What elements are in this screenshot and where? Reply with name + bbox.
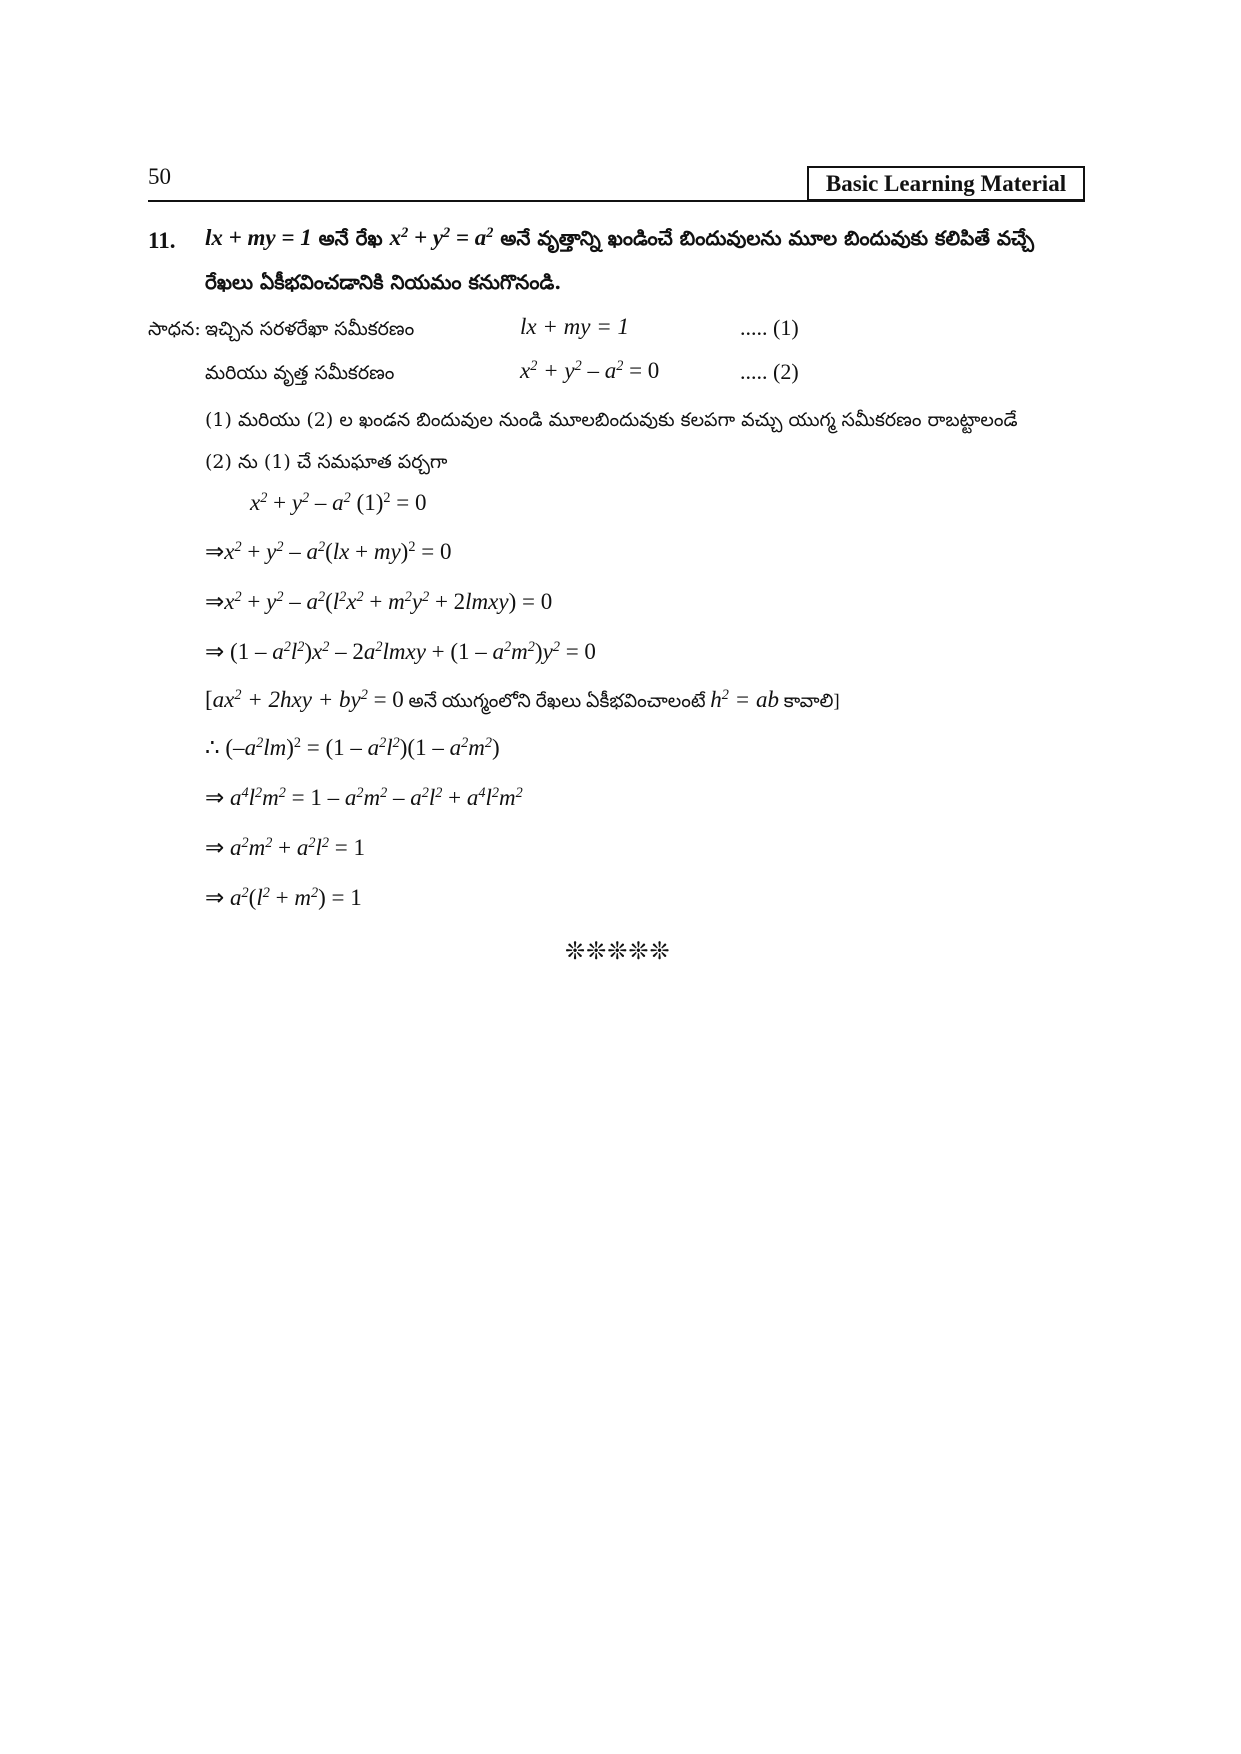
- coincidence-condition: [$ax^2 + 2hxy + by^2 = 0$ అనే యుగ్మంలోని రేఖలు ఏకీభవించాలంటే $h^2$ = ab కావాలి]: [205, 687, 840, 712]
- question-math-line: lx + my = 1: [205, 225, 312, 250]
- equation-number-1: ..... (1): [740, 315, 799, 340]
- equation-number-2: ..... (2): [740, 359, 799, 384]
- header-title: Basic Learning Material: [807, 166, 1085, 201]
- question-line-1: [205, 225, 1087, 255]
- step-multiply: ⇒ $a^4l^2m^2 = 1 - a^2m^2 - a^2l^2 + a^4l^2m^2$: [205, 785, 523, 810]
- explanation-line-1: (1) మరియు (2) ల ఖండన బిందువుల నుండి మూలబిందువుకు కలపగా వచ్చు యుగ్మ సమీకరణం రాబట్టాలండే: [205, 409, 1018, 431]
- step-substitute: $\Rightarrow x^2 + y^2 - a^2(lx + my)^2 = 0$: [205, 539, 452, 564]
- question-line-2: రేఖలు ఏకీభవించడానికి నియమం కనుగొనండి.: [205, 270, 562, 294]
- question-text-a: అనే రేఖ: [311, 226, 390, 250]
- step-collect: ⇒ $(1 - a^2l^2)x^2$ – $2a^2lmxy + (1 - a^2m^2)y^2 = 0$: [205, 639, 596, 664]
- circle-equation-label: మరియు వృత్త సమీకరణం: [205, 362, 395, 384]
- step-expand: $\Rightarrow x^2 + y^2 - a^2(l^2x^2 + m^2y^2$ + 2lmxy) = 0: [205, 589, 553, 614]
- explanation-line-2: (2) ను (1) చే సమఘాత పర్చగా: [205, 451, 448, 473]
- question-math-circle: $x^2 + y^2 = a^2$: [389, 225, 494, 250]
- solution-label: సాధన:: [148, 318, 201, 340]
- circle-equation: $x^2 + y^2 - a^2 = 0$: [520, 358, 660, 383]
- question-text-b: అనే వృత్తాన్ని ఖండించే బిందువులను మూల బిందువుకు కలిపితే వచ్చే: [493, 226, 1035, 250]
- question-number: 11.: [148, 228, 176, 253]
- section-end-stars: ❊❊❊❊❊: [565, 937, 671, 965]
- step-simplify: ⇒ $a^2m^2 + a^2l^2 = 1$: [205, 835, 366, 860]
- step-homogenize: $x^2 + y^2 - a^2$ $(1)^2 = 0$: [250, 490, 427, 515]
- header-divider: [148, 200, 1085, 202]
- step-result: ⇒ $a^2(l^2 + m^2) = 1$: [205, 885, 362, 910]
- line-equation: lx + my = 1: [520, 314, 629, 339]
- page-number: 50: [148, 164, 171, 189]
- line-equation-label: ఇచ్చిన సరళరేఖా సమీకరణం: [205, 318, 415, 340]
- step-therefore: ∴ $(-a^2lm)^2 = (1 - a^2l^2)(1 - a^2m^2)$: [205, 735, 500, 760]
